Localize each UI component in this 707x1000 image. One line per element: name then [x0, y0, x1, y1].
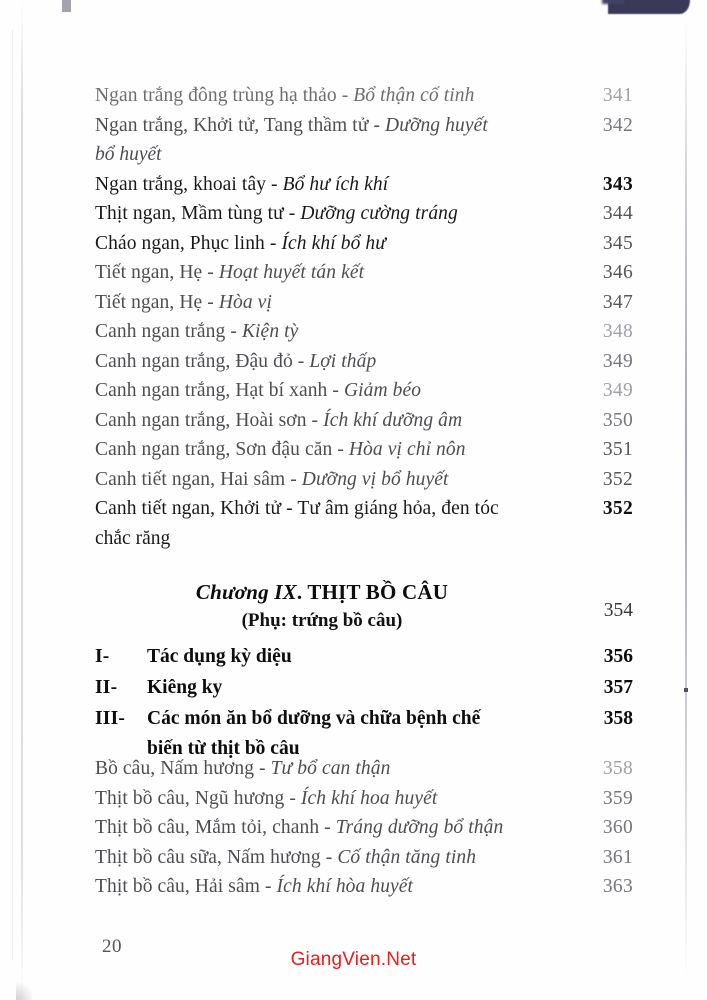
chapter-page-number: 354 — [603, 600, 633, 621]
toc-entry — [95, 318, 633, 346]
section-item-number: III- — [95, 708, 126, 729]
toc-entry-effect: Dưỡng cường tráng — [300, 203, 458, 224]
toc-entry-dish: Ngan trắng, khoai tây - — [95, 173, 283, 195]
toc-entry-continuation-text: bổ huyết — [95, 144, 162, 165]
toc-entry-page-number: 344 — [602, 203, 633, 224]
toc-entry-dish: Thịt bồ câu, Mắm tỏi, chanh - — [95, 817, 336, 838]
toc-entry-dish: Canh ngan trắng - — [95, 321, 242, 342]
toc-entry-dish: Thịt bồ câu, Hải sâm - — [95, 876, 277, 897]
toc-entry — [95, 436, 633, 464]
scan-artifact-right-dot — [684, 688, 688, 692]
section-item-page-number: 357 — [603, 677, 633, 698]
toc-entry-title — [95, 318, 579, 346]
sub-entries-list — [95, 755, 633, 903]
toc-entry — [95, 844, 633, 872]
toc-entry-effect: Hoạt huyết tán kết — [218, 262, 365, 283]
toc-entry-effect: Ích khí hoa huyết — [300, 787, 438, 809]
toc-entry-page-number: 341 — [602, 85, 633, 106]
section-item — [95, 704, 633, 734]
toc-entry-page-number: 358 — [602, 758, 633, 779]
toc-entry-dish: Canh tiết ngan, Khởi tử - Tư âm giáng hỏa, đen tóc — [95, 498, 499, 519]
toc-entry-dish: Canh ngan trắng, Đậu đỏ - — [95, 350, 310, 372]
toc-entry-effect: Dưỡng vị bổ huyết — [301, 468, 449, 490]
toc-entry-title — [95, 348, 579, 376]
section-item — [95, 642, 633, 672]
toc-entry-page-number: 351 — [602, 439, 633, 460]
toc-entry-dish: Ngan trắng, Khởi tử, Tang thầm tử - — [95, 114, 386, 136]
toc-entry-page-number: 349 — [602, 350, 633, 372]
toc-entry-title — [95, 814, 579, 842]
watermark-text: GiangVien.Net — [290, 949, 417, 970]
section-item-number: II- — [95, 677, 118, 698]
toc-entry — [95, 200, 633, 228]
toc-entry — [95, 230, 633, 258]
toc-entry-effect: Bổ hư ích khí — [282, 173, 389, 195]
toc-entry-page-number: 343 — [602, 173, 633, 195]
toc-entry — [95, 466, 633, 494]
toc-entry-page-number: 361 — [602, 846, 633, 868]
toc-entry-page-number: 345 — [602, 232, 633, 254]
toc-entry — [95, 785, 633, 813]
scan-edge-left — [21, 0, 23, 1000]
section-item-label: Các món ăn bổ dưỡng và chữa bệnh chế — [147, 708, 481, 729]
toc-entry-dish: Canh ngan trắng, Hạt bí xanh - — [95, 380, 344, 401]
scan-artifact-corner-top-left — [62, 0, 71, 12]
toc-entry-continuation: chắc răng — [95, 527, 171, 549]
section-item-page-number: 358 — [603, 708, 633, 729]
toc-entry-continuation — [95, 141, 633, 169]
toc-entry — [95, 814, 633, 842]
toc-entry-title — [95, 495, 579, 523]
toc-entry-effect: Hòa vị — [218, 291, 272, 313]
chapter-title — [95, 578, 549, 606]
section-item — [95, 673, 633, 703]
toc-entry-title — [95, 112, 579, 140]
toc-entry — [95, 377, 633, 405]
toc-entry-dish: Ngan trắng đông trùng hạ thảo - — [95, 85, 354, 106]
toc-entry-dish: Thịt bồ câu sữa, Nấm hương - — [95, 846, 338, 868]
toc-entry-dish: Tiết ngan, Hẹ - — [95, 291, 219, 313]
toc-entry-title — [95, 377, 579, 405]
toc-entry-title — [95, 82, 579, 110]
toc-entry — [95, 82, 633, 110]
toc-entry-dish: Thịt ngan, Mầm tùng tư - — [95, 203, 301, 224]
toc-entry-effect: Tráng dưỡng bổ thận — [335, 817, 504, 838]
toc-entry-title — [95, 466, 579, 494]
toc-entry-effect: Bổ thận cố tinh — [353, 85, 475, 106]
section-item-number: I- — [95, 646, 110, 667]
toc-entry-title — [95, 289, 579, 317]
numbered-section-list — [95, 642, 633, 765]
toc-entry-dish: Canh tiết ngan, Hai sâm - — [95, 468, 302, 490]
toc-entry-title — [95, 171, 579, 199]
toc-entry-page-number: 359 — [602, 787, 633, 809]
section-item-label: Kiêng ky — [147, 677, 223, 698]
toc-entry-page-number: 347 — [602, 291, 633, 313]
toc-entry-title — [95, 785, 579, 813]
toc-entry-effect: Kiện tỳ — [241, 321, 299, 342]
toc-entry — [95, 259, 633, 287]
toc-entry-effect: Ích khí bổ hư — [281, 232, 386, 254]
toc-entry-dish: Tiết ngan, Hẹ - — [95, 262, 219, 283]
table-of-contents-list — [95, 82, 633, 554]
toc-entry-effect: Hòa vị chỉ nôn — [348, 439, 466, 460]
toc-entry-page-number: 363 — [602, 876, 633, 897]
toc-entry-page-number: 342 — [602, 114, 633, 136]
section-item-continuation: biến từ thịt bồ câu — [147, 738, 300, 759]
toc-entry-page-number: 348 — [602, 321, 633, 342]
chapter-title-italic-part: Chương IX — [195, 580, 297, 604]
toc-entry-title — [95, 436, 579, 464]
toc-entry-title — [95, 844, 579, 872]
toc-entry-dish: Canh ngan trắng, Hoài sơn - — [95, 409, 324, 431]
toc-entry-dish: Bồ câu, Nấm hương - — [95, 758, 271, 779]
toc-entry-dish: Cháo ngan, Phục linh - — [95, 232, 282, 254]
toc-entry-title — [95, 200, 579, 228]
toc-entry-effect: Ích khí hòa huyết — [276, 876, 414, 897]
chapter-title-rest: . THỊT BỒ CÂU — [296, 580, 449, 604]
toc-entry — [95, 755, 633, 783]
toc-entry-effect: Dưỡng huyết — [385, 114, 488, 136]
toc-entry — [95, 289, 633, 317]
toc-entry — [95, 112, 633, 140]
toc-entry-dish: Canh ngan trắng, Sơn đậu căn - — [95, 439, 349, 460]
chapter-subtitle: (Phụ: trứng bồ câu) — [241, 610, 403, 631]
scan-edge-left-secondary — [12, 30, 13, 960]
toc-entry — [95, 873, 633, 901]
toc-entry-effect: Ích khí dưỡng âm — [323, 409, 463, 431]
chapter-titles — [95, 578, 579, 636]
toc-entry-effect: Giảm béo — [343, 380, 422, 401]
toc-entry-effect: Lợi thấp — [309, 350, 377, 372]
scan-artifact-corner-bottom-left — [16, 978, 32, 1000]
section-item-label: Tác dụng kỳ diệu — [147, 646, 292, 667]
toc-entry — [95, 407, 633, 435]
section-item-page-number: 356 — [603, 646, 633, 667]
toc-entry — [95, 495, 633, 523]
toc-entry-title — [95, 259, 579, 287]
page-folio-number: 20 — [102, 936, 122, 957]
toc-entry-page-number: 352 — [602, 468, 633, 490]
toc-entry-title — [95, 873, 579, 901]
chapter-heading-block — [95, 578, 633, 636]
scan-artifact-top — [608, 0, 690, 14]
toc-entry-title — [95, 230, 579, 258]
toc-entry-page-number: 350 — [602, 409, 633, 431]
toc-entry-title — [95, 407, 579, 435]
toc-entry-page-number: 346 — [602, 262, 633, 283]
toc-entry — [95, 171, 633, 199]
toc-entry-page-number: 360 — [602, 817, 633, 838]
toc-entry — [95, 348, 633, 376]
toc-entry-dish: Thịt bồ câu, Ngũ hương - — [95, 787, 301, 809]
toc-entry-page-number: 352 — [602, 498, 633, 519]
toc-entry-page-number: 349 — [602, 380, 633, 401]
toc-entry-effect: Cố thận tăng tinh — [337, 846, 477, 868]
toc-entry-title — [95, 755, 579, 783]
toc-entry-effect: Tư bổ can thận — [270, 758, 391, 779]
scan-edge-right — [685, 20, 687, 980]
